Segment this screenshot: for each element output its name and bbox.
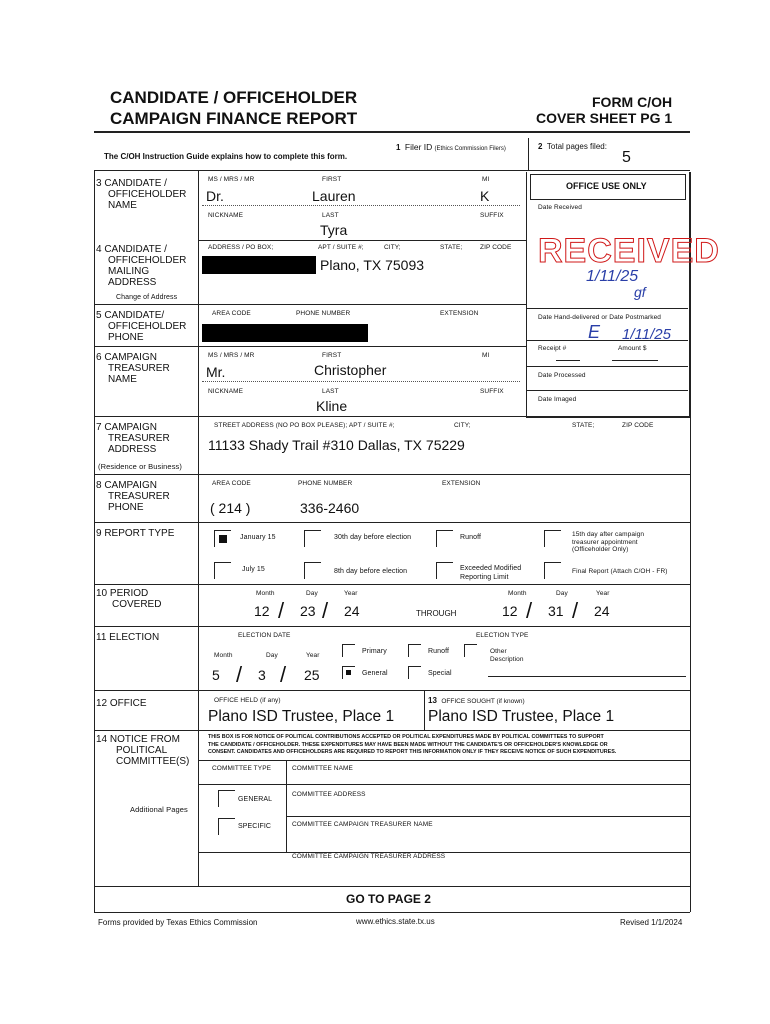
section-14-label: 14 NOTICE FROM POLITICAL COMMITTEE(S) — [96, 734, 190, 767]
hand-date: 1/11/25 — [622, 326, 671, 343]
period-to-day[interactable]: 31 — [548, 603, 564, 619]
section-11-label: 11 ELECTION — [96, 632, 160, 643]
office-held-value[interactable]: Plano ISD Trustee, Place 1 — [208, 708, 395, 725]
redacted-phone — [202, 324, 368, 342]
election-runoff-checkbox[interactable] — [408, 644, 421, 657]
stamp-date: 1/11/25 — [586, 268, 639, 285]
section-8-label: 8 CAMPAIGN TREASURER PHONE — [96, 480, 170, 513]
election-year[interactable]: 25 — [304, 667, 320, 683]
footer-provided: Forms provided by Texas Ethics Commission — [98, 918, 258, 927]
stamp-initials: gf — [634, 284, 646, 300]
candidate-address[interactable]: Plano, TX 75093 — [320, 257, 425, 273]
candidate-title[interactable]: Dr. — [206, 188, 224, 204]
candidate-first-name[interactable]: Lauren — [312, 188, 356, 204]
election-month[interactable]: 5 — [212, 667, 220, 683]
committee-specific-checkbox[interactable] — [218, 818, 235, 835]
primary-checkbox[interactable] — [342, 644, 355, 657]
candidate-last-name[interactable]: Tyra — [320, 222, 348, 238]
form-id: FORM C/OH — [592, 94, 673, 110]
treasurer-phone[interactable]: 336-2460 — [300, 500, 360, 516]
committee-general-checkbox[interactable] — [218, 790, 235, 807]
general-checkbox[interactable] — [342, 666, 355, 679]
final-checkbox[interactable] — [544, 562, 561, 579]
section-5-label: 5 CANDIDATE/ OFFICEHOLDER PHONE — [96, 310, 187, 343]
treasurer-address[interactable]: 11133 Shady Trail #310 Dallas, TX 75229 — [208, 437, 465, 453]
instruction-text: The C/OH Instruction Guide explains how to complete this form. — [104, 152, 348, 161]
d8-checkbox[interactable] — [304, 562, 321, 579]
received-stamp: RECEIVED — [538, 232, 720, 270]
treasurer-first-name[interactable]: Christopher — [314, 362, 387, 378]
committee-notice: THIS BOX IS FOR NOTICE OF POLITICAL CONTRIBUTIONS ACCEPTED OR POLITICAL EXPENDITURES MADE BY POLITICAL COMMITTEES TO SUPPORT THE CANDIDATE / OFFICEHOLDER. THESE EXPENDITURES MAY HAVE BEEN MADE WITHOUT THE CANDIDATE'S OR OFFICEHOLDER'S KNOWLEDGE OR CONSENT. CANDIDATES AND OFFICEHOLDERS ARE REQUIRED TO REPORT THIS INFORMATION ONLY IF THEY RECEIVE NOTICE OF SUCH EXPENDITURES. — [208, 734, 617, 755]
exceeded-checkbox[interactable] — [436, 562, 453, 579]
special-checkbox[interactable] — [408, 666, 421, 679]
period-to-year[interactable]: 24 — [594, 603, 610, 619]
go-to-page-2: GO TO PAGE 2 — [346, 892, 431, 906]
treasurer-area-code[interactable]: ( 214 ) — [210, 500, 251, 516]
treasurer-title[interactable]: Mr. — [206, 364, 226, 380]
runoff-report-checkbox[interactable] — [436, 530, 453, 547]
footer-url[interactable]: www.ethics.state.tx.us — [356, 917, 435, 926]
section-12-label: 12 OFFICE — [96, 698, 147, 709]
election-day[interactable]: 3 — [258, 667, 266, 683]
section-3-label: 3 CANDIDATE / OFFICEHOLDER NAME — [96, 178, 187, 211]
jan15-checkbox[interactable] — [214, 530, 231, 547]
section-4-label: 4 CANDIDATE / OFFICEHOLDER MAILING ADDRESS — [96, 244, 187, 288]
footer-revised: Revised 1/1/2024 — [620, 918, 683, 927]
office-sought-value[interactable]: Plano ISD Trustee, Place 1 — [428, 708, 615, 725]
treasurer-last-name[interactable]: Kline — [316, 398, 348, 414]
hand-initial: E — [588, 322, 601, 342]
form-title-line1: CANDIDATE / OFFICEHOLDER — [110, 88, 358, 107]
jul15-checkbox[interactable] — [214, 562, 231, 579]
d15-checkbox[interactable] — [544, 530, 561, 547]
header-rule — [94, 131, 690, 133]
period-from-year[interactable]: 24 — [344, 603, 360, 619]
filer-id-label: 1 Filer ID (Ethics Commission Filers) — [396, 142, 506, 152]
period-from-month[interactable]: 12 — [254, 603, 270, 619]
period-to-month[interactable]: 12 — [502, 603, 518, 619]
other-checkbox[interactable] — [464, 644, 477, 657]
d30-checkbox[interactable] — [304, 530, 321, 547]
candidate-mi[interactable]: K — [480, 188, 490, 204]
form-title-line2: CAMPAIGN FINANCE REPORT — [110, 109, 358, 128]
section-6-label: 6 CAMPAIGN TREASURER NAME — [96, 352, 170, 385]
period-from-day[interactable]: 23 — [300, 603, 316, 619]
total-pages-value[interactable]: 5 — [622, 149, 631, 166]
total-pages-label: 2 Total pages filed: — [538, 142, 607, 151]
section-10-label: 10 PERIOD COVERED — [96, 588, 162, 610]
redacted-address — [202, 256, 316, 274]
office-use-title: OFFICE USE ONLY — [566, 181, 647, 191]
section-7-label: 7 CAMPAIGN TREASURER ADDRESS — [96, 422, 170, 455]
section-9-label: 9 REPORT TYPE — [96, 528, 175, 539]
cover-sheet-label: COVER SHEET PG 1 — [536, 110, 673, 126]
